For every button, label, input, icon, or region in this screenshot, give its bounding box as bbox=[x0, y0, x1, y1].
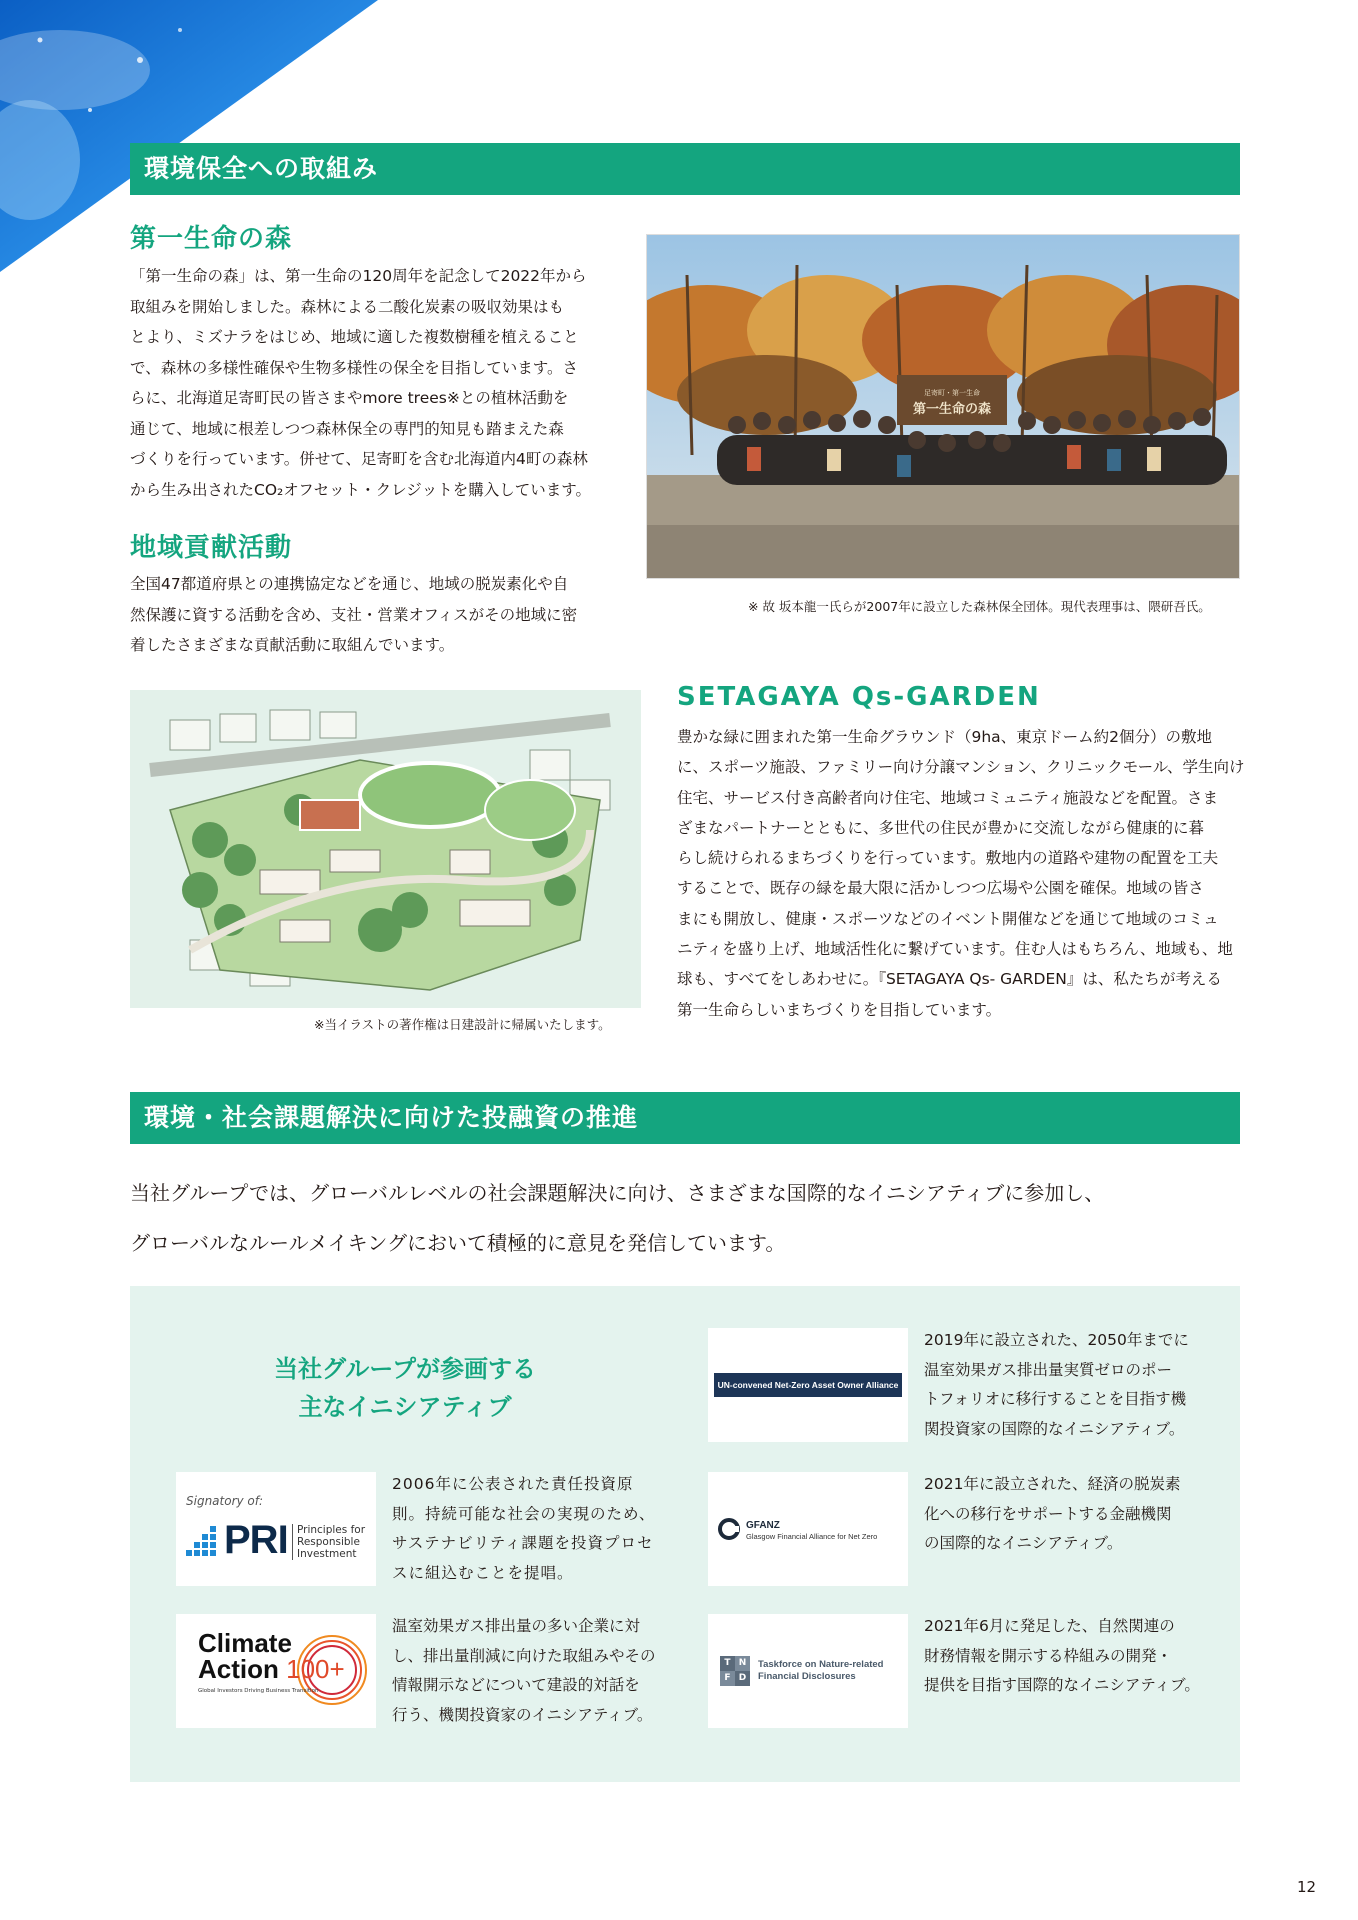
pri-desc-line: 2006年に公表された責任投資原 bbox=[392, 1475, 634, 1493]
pri-fullname bbox=[292, 1524, 365, 1560]
ca100-description bbox=[392, 1612, 682, 1730]
pri-logo bbox=[176, 1472, 376, 1586]
investment-intro bbox=[130, 1168, 1240, 1268]
pri-name-line: Investment bbox=[297, 1548, 357, 1560]
tnfd-name-line: Taskforce on Nature-related bbox=[758, 1659, 884, 1670]
setagaya-body bbox=[677, 722, 1247, 1025]
ca100-desc-line: し、排出量削減に向けた取組みやその bbox=[392, 1646, 656, 1665]
tnfd-letter: D bbox=[735, 1671, 750, 1686]
initiatives-title bbox=[260, 1350, 550, 1426]
setagaya-line: 住宅、サービス付き高齢者向け住宅、地域コミュニティ施設などを配置。さま bbox=[677, 788, 1218, 807]
tnfd-logo bbox=[708, 1614, 908, 1728]
nzaoa-desc-line: トフォリオに移行することを目指す機 bbox=[924, 1390, 1187, 1408]
setagaya-line: 第一生命らしいまちづくりを目指しています。 bbox=[677, 1000, 1002, 1019]
ca100-desc-line: 情報開示などについて建設的対話を bbox=[392, 1676, 640, 1694]
sign-subtext: 足寄町・第一生命 bbox=[924, 389, 980, 397]
nzaoa-description bbox=[924, 1326, 1224, 1444]
gfanz-desc-line: の国際的なイニシアティブ。 bbox=[924, 1534, 1123, 1552]
gfanz-fullname: Glasgow Financial Alliance for Net Zero bbox=[746, 1532, 878, 1541]
nzaoa-desc-line: 関投資家の国際的なイニシアティブ。 bbox=[924, 1419, 1185, 1438]
forest-body bbox=[130, 261, 610, 505]
setagaya-line: らし続けられるまちづくりを行っています。敷地内の道路や建物の配置を工夫 bbox=[677, 849, 1219, 868]
forest-line: らに、北海道足寄町民の皆さまやmore trees※との植林活動を bbox=[130, 389, 569, 407]
nzaoa-label: UN-convened Net-Zero Asset Owner Alliance bbox=[714, 1373, 902, 1397]
ca100-desc-line: 行う、機関投資家のイニシアティブ。 bbox=[392, 1705, 653, 1724]
setagaya-line: ニティを盛り上げ、地域活性化に繋げています。住む人はもちろん、地域も、地 bbox=[677, 940, 1233, 959]
gfanz-description bbox=[924, 1470, 1224, 1559]
pri-acronym: PRI bbox=[224, 1518, 288, 1562]
tnfd-letter: N bbox=[735, 1656, 750, 1671]
forest-heading: 第一生命の森 bbox=[130, 224, 293, 254]
pri-desc-line: 則。持続可能な社会の実現のため、 bbox=[392, 1504, 656, 1523]
pri-name-line: Responsible bbox=[297, 1536, 360, 1548]
initiatives-title-line: 主なイニシアティブ bbox=[298, 1393, 512, 1421]
ca100-desc-line: 温室効果ガス排出量の多い企業に対 bbox=[392, 1617, 641, 1635]
pri-name-line: Principles for bbox=[297, 1524, 366, 1536]
forest-line: で、森林の多様性確保や生物多様性の保全を目指しています。さ bbox=[130, 358, 578, 377]
intro-line: 当社グループでは、グローバルレベルの社会課題解決に向け、さまざまな国際的なイニシアティブに参加し、 bbox=[130, 1181, 1105, 1205]
climate-action-line2: Action bbox=[198, 1654, 279, 1684]
forest-line: から生み出されたCO₂オフセット・クレジットを購入しています。 bbox=[130, 480, 591, 499]
forest-line: 取組みを開始しました。森林による二酸化炭素の吸収効果はも bbox=[130, 297, 565, 316]
pri-description bbox=[392, 1470, 682, 1588]
tnfd-letter: T bbox=[720, 1656, 735, 1671]
gfanz-logo bbox=[708, 1472, 908, 1586]
tnfd-desc-line: 財務情報を開示する枠組みの開発・ bbox=[924, 1646, 1173, 1665]
sign-text: 第一生命の森 bbox=[912, 402, 992, 417]
climate-action-num: 100+ bbox=[286, 1654, 345, 1684]
page-number: 12 bbox=[1297, 1878, 1317, 1896]
climate-action-tagline: Global Investors Driving Business Transition bbox=[198, 1688, 319, 1694]
gfanz-circle-icon bbox=[716, 1516, 742, 1542]
community-heading: 地域貢献活動 bbox=[130, 533, 293, 563]
nzaoa-desc-line: 2019年に設立された、2050年までに bbox=[924, 1331, 1189, 1349]
nzaoa-desc-line: 温室効果ガス排出量実質ゼロのポー bbox=[924, 1360, 1173, 1379]
pri-desc-line: サステナビリティ課題を投資プロセ bbox=[392, 1534, 654, 1552]
initiatives-title-line: 当社グループが参画する bbox=[273, 1355, 537, 1383]
map-caption: ※当イラストの著作権は日建設計に帰属いたします。 bbox=[314, 1017, 611, 1032]
community-line: 然保護に資する活動を含め、支社・営業オフィスがその地域に密 bbox=[130, 605, 578, 624]
setagaya-line: ざまなパートナーとともに、多世代の住民が豊かに交流しながら健康的に暮 bbox=[677, 818, 1205, 837]
setagaya-line: に、スポーツ施設、ファミリー向け分譲マンション、クリニックモール、学生向け bbox=[677, 758, 1245, 777]
section-title-environment: 環境保全への取組み bbox=[130, 143, 1240, 195]
tnfd-description bbox=[924, 1612, 1224, 1701]
nzaoa-logo bbox=[708, 1328, 908, 1442]
forest-line: とより、ミズナラをはじめ、地域に適した複数樹種を植えること bbox=[130, 328, 579, 346]
pri-signatory: Signatory of: bbox=[186, 1494, 264, 1508]
section-title-investment: 環境・社会課題解決に向けた投融資の推進 bbox=[130, 1092, 1240, 1144]
gfanz-desc-line: 化への移行をサポートする金融機関 bbox=[924, 1504, 1172, 1523]
pri-desc-line: スに組込むことを提唱。 bbox=[392, 1563, 574, 1582]
setagaya-line: 球も、すべてをしあわせに。『SETAGAYA Qs- GARDEN』は、私たちが考える bbox=[677, 970, 1222, 989]
tnfd-name-line: Financial Disclosures bbox=[758, 1671, 856, 1682]
setagaya-line: まにも開放し、健康・スポーツなどのイベント開催などを通じて地域のコミュ bbox=[677, 909, 1219, 928]
community-line: 全国47都道府県との連携協定などを通じ、地域の脱炭素化や自 bbox=[130, 575, 569, 593]
tnfd-desc-line: 提供を目指す国際的なイニシアティブ。 bbox=[924, 1676, 1200, 1694]
setagaya-line: することで、既存の緑を最大限に活かしつつ広場や公園を確保。地域の皆さ bbox=[677, 879, 1204, 898]
forest-line: 「第一生命の森」は、第一生命の120周年を記念して2022年から bbox=[130, 267, 587, 285]
gfanz-desc-line: 2021年に設立された、経済の脱炭素 bbox=[924, 1475, 1181, 1493]
climate-action-100-logo bbox=[176, 1614, 376, 1728]
forest-group-photo bbox=[646, 234, 1240, 579]
forest-photo-caption: ※ 故 坂本龍一氏らが2007年に設立した森林保全団体。現代表理事は、隈研吾氏。 bbox=[748, 599, 1211, 614]
tnfd-desc-line: 2021年6月に発足した、自然関連の bbox=[924, 1617, 1175, 1635]
pri-dots-icon bbox=[186, 1526, 222, 1558]
community-line: 着したさまざまな貢献活動に取組んでいます。 bbox=[130, 636, 455, 654]
setagaya-line: 豊かな緑に囲まれた第一生命グラウンド（9ha、東京ドーム約2個分）の敷地 bbox=[677, 728, 1213, 746]
intro-line: グローバルなルールメイキングにおいて積極的に意見を発信しています。 bbox=[130, 1231, 786, 1255]
community-body bbox=[130, 569, 610, 661]
forest-line: 通じて、地域に根差しつつ森林保全の専門的知見も踏まえた森 bbox=[130, 419, 564, 438]
tnfd-fullname bbox=[758, 1659, 883, 1683]
initiatives-panel bbox=[130, 1286, 1240, 1782]
climate-action-wordmark bbox=[198, 1630, 345, 1682]
tnfd-letter-grid bbox=[720, 1656, 750, 1686]
setagaya-map-illustration bbox=[130, 690, 641, 1008]
climate-action-line bbox=[198, 1656, 345, 1682]
climate-action-line: Climate bbox=[198, 1628, 292, 1658]
setagaya-heading: SETAGAYA Qs-GARDEN bbox=[677, 682, 1041, 712]
tnfd-letter: F bbox=[720, 1671, 735, 1686]
gfanz-acronym: GFANZ bbox=[746, 1520, 780, 1531]
forest-line: づくりを行っています。併せて、足寄町を含む北海道内4町の森林 bbox=[130, 450, 588, 468]
